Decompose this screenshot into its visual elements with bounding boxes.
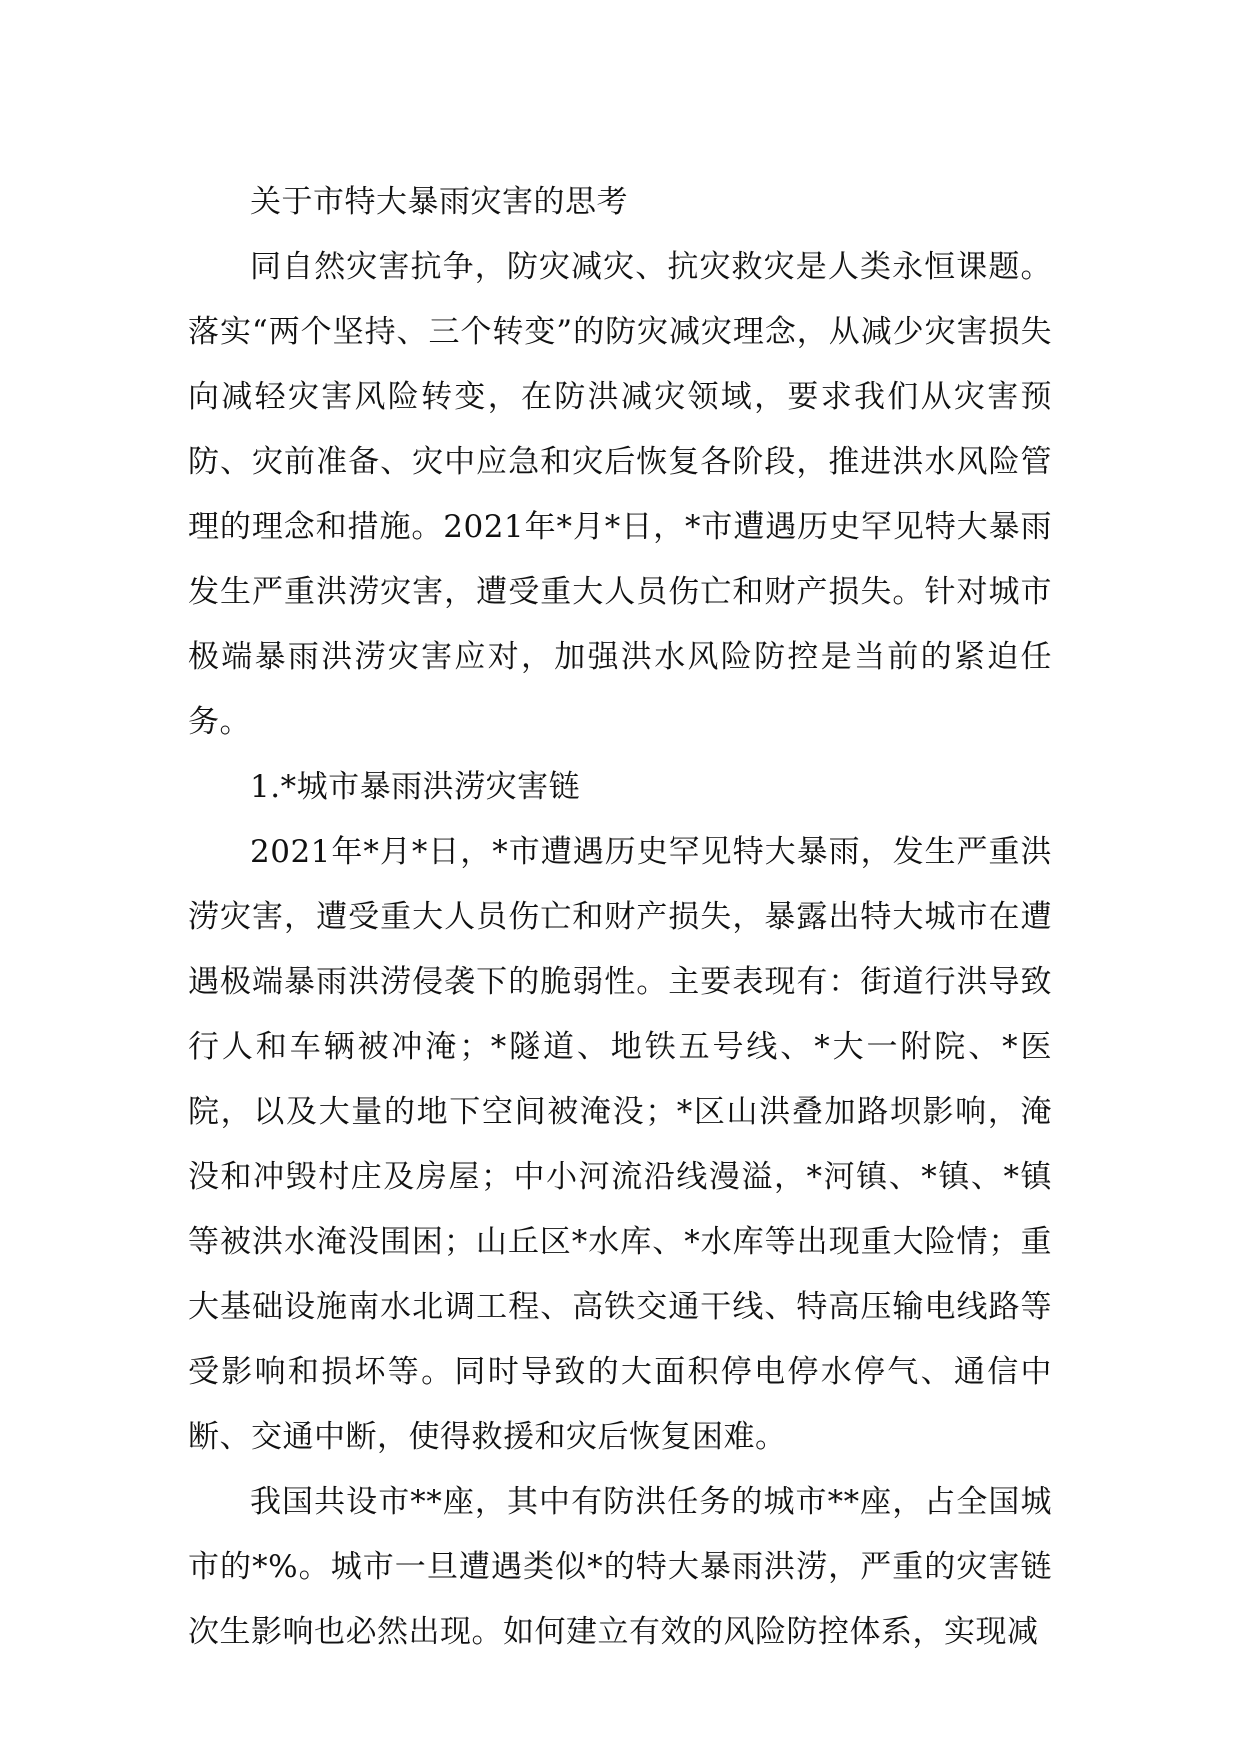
section-heading: 1.*城市暴雨洪涝灾害链 <box>250 769 581 805</box>
paragraph-intro: 同自然灾害抗争，防灾减灾、抗灾救灾是人类永恒课题。落实“两个坚持、三个转变”的防灾减灾理念，从减少灾害损失向减轻灾害风险转变，在防洪减灾领域，要求我们从灾害预防、灾前准备、灾中应急和灾后恢复各阶段，推进洪水风险管理的理念和措施。2021年*月*日，*市遭遇历史罕见特大暴雨发生严重洪涝灾害，遭受重大人员伤亡和财产损失。针对城市极端暴雨洪涝灾害应对，加强洪水风险防控是当前的紧迫任务。 <box>188 249 1052 740</box>
document-title: 关于市特大暴雨灾害的思考 <box>250 184 628 220</box>
paragraph-disaster-chain: 2021年*月*日，*市遭遇历史罕见特大暴雨，发生严重洪涝灾害，遭受重大人员伤亡和财产损失，暴露出特大城市在遭遇极端暴雨洪涝侵袭下的脆弱性。主要表现有：街道行洪导致行人和车辆被冲淹；*隧道、地铁五号线、*大一附院、*医院，以及大量的地下空间被淹没；*区山洪叠加路坝影响，淹没和冲毁村庄及房屋；中小河流沿线漫溢，*河镇、*镇、*镇等被洪水淹没围困；山丘区*水库、*水库等出现重大险情；重大基础设施南水北调工程、高铁交通干线、特高压输电线路等受影响和损坏等。同时导致的大面积停电停水停气、通信中断、交通中断，使得救援和灾后恢复困难。 <box>188 834 1052 1455</box>
paragraph-cities: 我国共设市**座，其中有防洪任务的城市**座，占全国城市的*%。城市一旦遭遇类似*的特大暴雨洪涝，严重的灾害链次生影响也必然出现。如何建立有效的风险防控体系，实现减 <box>188 1484 1052 1650</box>
document-body <box>188 170 1052 1665</box>
